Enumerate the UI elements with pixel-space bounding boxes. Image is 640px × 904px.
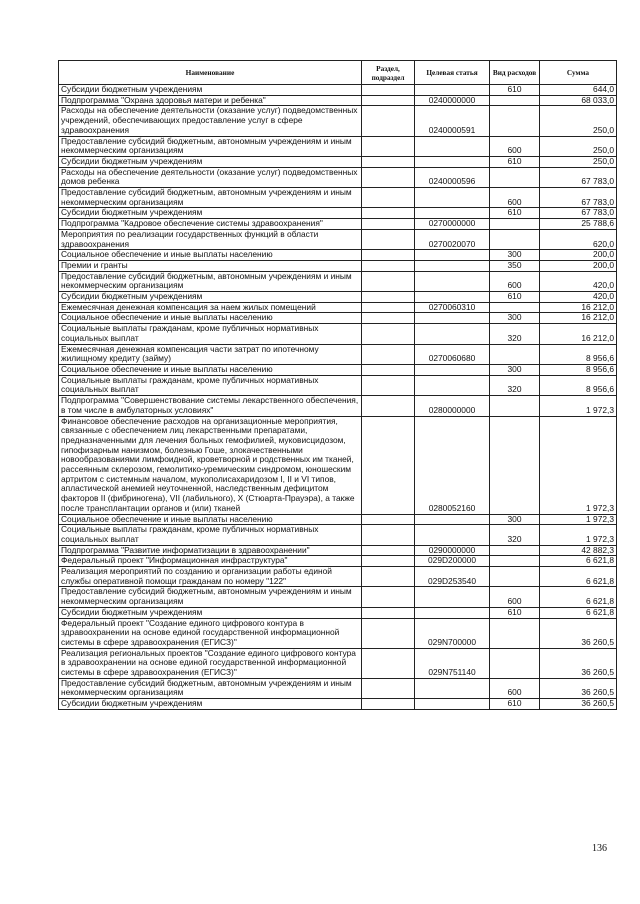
cell-name: Социальное обеспечение и иные выплаты населению [59, 514, 362, 525]
cell-target [415, 525, 490, 545]
cell-target: 0270060680 [415, 344, 490, 364]
budget-table [58, 60, 617, 710]
cell-section [362, 618, 415, 648]
cell-section [362, 699, 415, 710]
cell-expense-type [490, 95, 540, 106]
cell-section [362, 648, 415, 678]
cell-sum: 16 212,0 [540, 324, 617, 344]
cell-expense-type: 610 [490, 292, 540, 303]
cell-target [415, 136, 490, 156]
cell-section [362, 136, 415, 156]
table-row [59, 699, 617, 710]
cell-target: 0270060310 [415, 302, 490, 313]
cell-target [415, 364, 490, 375]
cell-target [415, 156, 490, 167]
cell-section [362, 260, 415, 271]
cell-target [415, 375, 490, 395]
cell-sum: 68 033,0 [540, 95, 617, 106]
cell-name: Субсидии бюджетным учреждениям [59, 208, 362, 219]
cell-name: Подпрограмма "Совершенствование системы лекарственного обеспечения, в том числе в амбулаторных условиях" [59, 396, 362, 416]
cell-name: Субсидии бюджетным учреждениям [59, 292, 362, 303]
cell-name: Реализация мероприятий по созданию и организации работы единой службы оперативной помощи гражданам по номеру "122" [59, 567, 362, 587]
cell-sum: 420,0 [540, 271, 617, 291]
cell-sum: 36 260,5 [540, 648, 617, 678]
cell-name: Подпрограмма "Развитие информатизации в здравоохранении" [59, 545, 362, 556]
cell-section [362, 514, 415, 525]
cell-sum: 42 882,3 [540, 545, 617, 556]
cell-target: 0280052160 [415, 416, 490, 514]
cell-name: Предоставление субсидий бюджетным, автономным учреждениям и иным некоммерческим организациям [59, 678, 362, 698]
header-section: Раздел, подраздел [362, 61, 415, 85]
table-row [59, 156, 617, 167]
cell-section [362, 324, 415, 344]
cell-section [362, 607, 415, 618]
cell-name: Субсидии бюджетным учреждениям [59, 156, 362, 167]
cell-sum: 1 972,3 [540, 514, 617, 525]
cell-expense-type: 350 [490, 260, 540, 271]
cell-sum: 67 783,0 [540, 188, 617, 208]
cell-expense-type: 320 [490, 324, 540, 344]
cell-expense-type: 610 [490, 607, 540, 618]
cell-section [362, 375, 415, 395]
cell-name: Предоставление субсидий бюджетным, автономным учреждениям и иным некоммерческим организациям [59, 271, 362, 291]
cell-target [415, 699, 490, 710]
cell-section [362, 567, 415, 587]
cell-name: Субсидии бюджетным учреждениям [59, 607, 362, 618]
cell-expense-type [490, 545, 540, 556]
cell-expense-type: 320 [490, 525, 540, 545]
cell-sum: 620,0 [540, 229, 617, 249]
cell-name: Социальное обеспечение и иные выплаты населению [59, 364, 362, 375]
cell-target: 0240000000 [415, 95, 490, 106]
cell-target [415, 607, 490, 618]
table-body [59, 85, 617, 710]
table-row [59, 188, 617, 208]
table-row [59, 344, 617, 364]
cell-sum: 36 260,5 [540, 678, 617, 698]
table-row [59, 260, 617, 271]
cell-name: Финансовое обеспечение расходов на организационные мероприятия, связанные с обеспечением лиц лекарственными препаратами, предназначенными для лечения больных гемофилией, муковисцидозом, гипофизарным нанизмом, болезнью Гоше, злокачественными новообразованиями лимфоидной, кроветворной и родственных им тканей, рассеянным склерозом, гемолитико-уремическим синдромом, юношеским артритом с системным началом, мукополисахаридозом I, II и VI типов, апластической анемией неуточненной, наследственным дефицитом факторов II (фибриногена), VII (лабильного), X (Стюарта-Прауэра), а также после трансплантации органов и (или) тканей [59, 416, 362, 514]
cell-sum: 36 260,5 [540, 699, 617, 710]
cell-target: 0270020070 [415, 229, 490, 249]
cell-expense-type: 600 [490, 587, 540, 607]
cell-name: Мероприятия по реализации государственных функций в области здравоохранения [59, 229, 362, 249]
cell-expense-type: 610 [490, 85, 540, 96]
cell-expense-type [490, 396, 540, 416]
cell-target: 029N700000 [415, 618, 490, 648]
cell-section [362, 525, 415, 545]
cell-sum: 36 260,5 [540, 618, 617, 648]
cell-sum: 8 956,6 [540, 364, 617, 375]
cell-target: 0240000596 [415, 167, 490, 187]
cell-sum: 6 621,8 [540, 587, 617, 607]
table-row [59, 167, 617, 187]
cell-name: Подпрограмма "Кадровое обеспечение системы здравоохранения" [59, 219, 362, 230]
cell-section [362, 556, 415, 567]
cell-expense-type [490, 219, 540, 230]
table-row [59, 416, 617, 514]
table-row [59, 525, 617, 545]
cell-sum: 420,0 [540, 292, 617, 303]
cell-sum: 67 783,0 [540, 208, 617, 219]
cell-name: Предоставление субсидий бюджетным, автономным учреждениям и иным некоммерческим организациям [59, 587, 362, 607]
table-row [59, 136, 617, 156]
cell-sum: 16 212,0 [540, 302, 617, 313]
header-target: Целевая статья [415, 61, 490, 85]
cell-name: Социальное обеспечение и иные выплаты населению [59, 313, 362, 324]
cell-expense-type: 300 [490, 514, 540, 525]
cell-target [415, 260, 490, 271]
cell-name: Субсидии бюджетным учреждениям [59, 699, 362, 710]
cell-sum: 200,0 [540, 260, 617, 271]
cell-expense-type [490, 618, 540, 648]
cell-sum: 6 621,8 [540, 607, 617, 618]
cell-target [415, 208, 490, 219]
cell-section [362, 587, 415, 607]
cell-sum: 16 212,0 [540, 313, 617, 324]
cell-name: Социальные выплаты гражданам, кроме публичных нормативных социальных выплат [59, 375, 362, 395]
cell-expense-type [490, 229, 540, 249]
cell-section [362, 416, 415, 514]
table-row [59, 375, 617, 395]
cell-target [415, 85, 490, 96]
cell-expense-type: 300 [490, 313, 540, 324]
cell-expense-type: 600 [490, 188, 540, 208]
cell-name: Социальные выплаты гражданам, кроме публичных нормативных социальных выплат [59, 324, 362, 344]
cell-sum: 8 956,6 [540, 375, 617, 395]
table-row [59, 95, 617, 106]
table-row [59, 292, 617, 303]
cell-section [362, 167, 415, 187]
cell-section [362, 156, 415, 167]
cell-expense-type [490, 556, 540, 567]
cell-expense-type [490, 106, 540, 136]
cell-expense-type [490, 567, 540, 587]
table-row [59, 607, 617, 618]
cell-section [362, 344, 415, 364]
cell-name: Социальное обеспечение и иные выплаты населению [59, 250, 362, 261]
table-header-row [59, 61, 617, 85]
cell-section [362, 678, 415, 698]
cell-expense-type: 300 [490, 364, 540, 375]
table-row [59, 678, 617, 698]
cell-name: Федеральный проект "Создание единого цифрового контура в здравоохранении на основе единой государственной информационной системы в сфере здравоохранения (ЕГИСЗ)" [59, 618, 362, 648]
cell-section [362, 292, 415, 303]
cell-expense-type [490, 167, 540, 187]
table-row [59, 556, 617, 567]
cell-sum: 644,0 [540, 85, 617, 96]
table-row [59, 567, 617, 587]
cell-expense-type [490, 344, 540, 364]
cell-target [415, 313, 490, 324]
cell-section [362, 545, 415, 556]
cell-sum: 1 972,3 [540, 416, 617, 514]
cell-name: Ежемесячная денежная компенсация части затрат по ипотечному жилищному кредиту (займу) [59, 344, 362, 364]
cell-target [415, 188, 490, 208]
cell-section [362, 364, 415, 375]
cell-target [415, 271, 490, 291]
budget-table-container [58, 60, 616, 710]
cell-name: Подпрограмма "Охрана здоровья матери и ребенка" [59, 95, 362, 106]
cell-target [415, 292, 490, 303]
table-row [59, 106, 617, 136]
cell-expense-type: 300 [490, 250, 540, 261]
cell-section [362, 208, 415, 219]
cell-name: Ежемесячная денежная компенсация за наем жилых помещений [59, 302, 362, 313]
cell-sum: 1 972,3 [540, 396, 617, 416]
cell-section [362, 106, 415, 136]
cell-section [362, 302, 415, 313]
cell-target [415, 514, 490, 525]
table-row [59, 302, 617, 313]
table-row [59, 396, 617, 416]
table-row [59, 271, 617, 291]
cell-sum: 200,0 [540, 250, 617, 261]
cell-sum: 250,0 [540, 136, 617, 156]
cell-expense-type: 600 [490, 271, 540, 291]
cell-sum: 25 788,6 [540, 219, 617, 230]
cell-name: Премии и гранты [59, 260, 362, 271]
cell-name: Расходы на обеспечение деятельности (оказание услуг) подведомственных домов ребенка [59, 167, 362, 187]
cell-section [362, 85, 415, 96]
cell-target [415, 587, 490, 607]
cell-expense-type: 600 [490, 678, 540, 698]
cell-expense-type: 320 [490, 375, 540, 395]
cell-name: Федеральный проект "Информационная инфраструктура" [59, 556, 362, 567]
cell-name: Расходы на обеспечение деятельности (оказание услуг) подведомственных учреждений, обеспечивающих предоставление услуг в сфере здравоохранения [59, 106, 362, 136]
table-row [59, 514, 617, 525]
cell-sum: 6 621,8 [540, 556, 617, 567]
table-row [59, 219, 617, 230]
cell-section [362, 271, 415, 291]
cell-section [362, 313, 415, 324]
cell-name: Предоставление субсидий бюджетным, автономным учреждениям и иным некоммерческим организациям [59, 136, 362, 156]
cell-sum: 1 972,3 [540, 525, 617, 545]
cell-target [415, 324, 490, 344]
cell-section [362, 188, 415, 208]
cell-name: Предоставление субсидий бюджетным, автономным учреждениям и иным некоммерческим организациям [59, 188, 362, 208]
cell-expense-type: 610 [490, 208, 540, 219]
cell-sum: 67 783,0 [540, 167, 617, 187]
table-row [59, 250, 617, 261]
table-row [59, 545, 617, 556]
cell-expense-type [490, 302, 540, 313]
header-expense-type: Вид расходов [490, 61, 540, 85]
cell-target: 0280000000 [415, 396, 490, 416]
table-row [59, 618, 617, 648]
table-row [59, 364, 617, 375]
cell-name: Реализация региональных проектов "Создание единого цифрового контура в здравоохранении на основе единой государственной информационной системы в сфере здравоохранения (ЕГИСЗ)" [59, 648, 362, 678]
header-name: Наименование [59, 61, 362, 85]
cell-section [362, 229, 415, 249]
cell-name: Социальные выплаты гражданам, кроме публичных нормативных социальных выплат [59, 525, 362, 545]
table-row [59, 587, 617, 607]
table-row [59, 324, 617, 344]
cell-sum: 8 956,6 [540, 344, 617, 364]
cell-target: 0240000591 [415, 106, 490, 136]
cell-section [362, 250, 415, 261]
page-number: 136 [592, 843, 607, 854]
cell-target: 029D253540 [415, 567, 490, 587]
cell-sum: 250,0 [540, 156, 617, 167]
table-row [59, 229, 617, 249]
cell-name: Субсидии бюджетным учреждениям [59, 85, 362, 96]
cell-target: 0270000000 [415, 219, 490, 230]
cell-target: 029N751140 [415, 648, 490, 678]
cell-target: 0290000000 [415, 545, 490, 556]
cell-target [415, 678, 490, 698]
table-row [59, 208, 617, 219]
cell-target [415, 250, 490, 261]
cell-sum: 250,0 [540, 106, 617, 136]
cell-expense-type: 610 [490, 699, 540, 710]
cell-section [362, 219, 415, 230]
table-row [59, 85, 617, 96]
cell-section [362, 396, 415, 416]
cell-expense-type [490, 416, 540, 514]
header-sum: Сумма [540, 61, 617, 85]
cell-expense-type: 610 [490, 156, 540, 167]
table-row [59, 313, 617, 324]
cell-sum: 6 621,8 [540, 567, 617, 587]
cell-expense-type [490, 648, 540, 678]
cell-target: 029D200000 [415, 556, 490, 567]
cell-section [362, 95, 415, 106]
cell-expense-type: 600 [490, 136, 540, 156]
table-row [59, 648, 617, 678]
